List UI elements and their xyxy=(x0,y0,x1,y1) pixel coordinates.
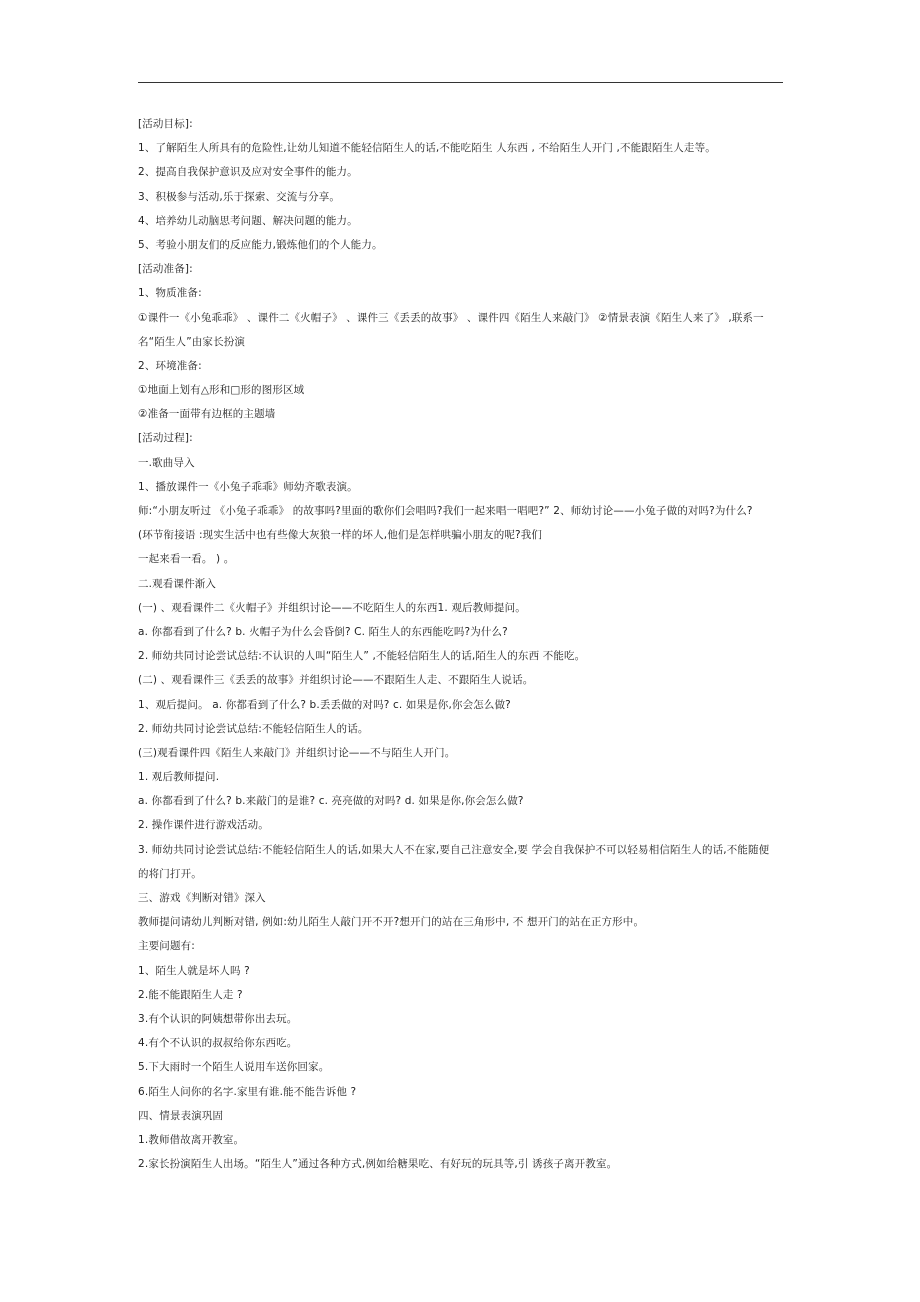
text-line: 5.下大雨时一个陌生人说用车送你回家。 xyxy=(138,1061,330,1074)
text-line: 师:“小朋友听过 《小兔子乖乖》 的故事吗?里面的歌你们会唱吗?我们一起来唱一唱吧?” 2、师幼讨论——小兔子做的对吗?为什么? xyxy=(138,505,753,517)
text-line: ②准备一面带有边框的主题墙 xyxy=(138,408,276,421)
text-line: 4.有个不认识的叔叔给你东西吃。 xyxy=(138,1037,298,1050)
text-line: a. 你都看到了什么? b. 火帽子为什么会昏倒? C. 陌生人的东西能吃吗?为什么? xyxy=(138,625,508,638)
text-line: 4、培养幼儿动脑思考问题、解决问题的能力。 xyxy=(138,214,358,227)
text-line: 1. 观后教师提问. xyxy=(138,771,220,784)
text-line: 2.能不能跟陌生人走 ? xyxy=(138,988,243,1001)
text-line: 2. 操作课件进行游戏活动。 xyxy=(138,819,269,832)
text-line: 1、物质准备: xyxy=(138,287,202,300)
text-line: 3、积极参与活动,乐于探索、交流与分享。 xyxy=(138,190,341,203)
text-line: 2. 师幼共同讨论尝试总结:不认识的人叫“陌生人” ,不能轻信陌生人的话,陌生人的东西 不能吃。 xyxy=(138,650,586,663)
text-line: (三)观看课件四《陌生人来敲门》并组织讨论——不与陌生人开门。 xyxy=(138,746,456,759)
text-line: 5、考验小朋友们的反应能力,锻炼他们的个人能力。 xyxy=(138,238,383,251)
header-rule xyxy=(138,82,783,83)
text-line: 1、了解陌生人所具有的危险性,让幼儿知道不能轻信陌生人的话,不能吃陌生 人东西 , 不给陌生人开门 ,不能跟陌生人走等。 xyxy=(138,142,716,155)
text-line: 1、观后提问。 a. 你都看到了什么? b.丢丢做的对吗? c. 如果是你,你会怎么做? xyxy=(138,698,511,711)
text-line: 一.歌曲导入 xyxy=(138,456,195,469)
text-line: 1.教师借故离开教室。 xyxy=(138,1133,245,1146)
text-line: 四、情景表演巩固 xyxy=(138,1109,224,1122)
text-line: (一) 、观看课件二《火帽子》并组织讨论——不吃陌生人的东西1. 观后教师提问。 xyxy=(138,601,526,614)
text-line: 2.家长扮演陌生人出场。“陌生人”通过各种方式,例如给糖果吃、有好玩的玩具等,引 诱孩子离开教室。 xyxy=(138,1158,618,1171)
text-line: 2、环境准备: xyxy=(138,359,202,372)
text-line: 2、提高自我保护意识及应对安全事件的能力。 xyxy=(138,166,358,179)
text-line: (二) 、观看课件三《丢丢的故事》并组织讨论——不跟陌生人走、不跟陌生人说话。 xyxy=(138,674,534,687)
text-line: 3.有个认识的阿姨想带你出去玩。 xyxy=(138,1012,298,1025)
text-line: 二.观看课件渐入 xyxy=(138,577,217,590)
text-line: 三、游戏《判断对错》深入 xyxy=(138,892,266,904)
text-line: 教师提问请幼儿判断对错, 例如:幼儿陌生人敲门开不开?想开门的站在三角形中, 不 想开门的站在正方形中。 xyxy=(138,916,645,929)
text-line: [活动准备]: xyxy=(138,263,193,276)
text-line: [活动目标]: xyxy=(138,118,193,130)
text-line: 1、播放课件一《小兔子乖乖》师幼齐歌表演。 xyxy=(138,480,358,493)
document-body xyxy=(138,112,783,1176)
text-line: 6.陌生人问你的名字.家里有谁.能不能告诉他 ? xyxy=(138,1085,357,1098)
text-line: 的将门打开。 xyxy=(138,867,202,880)
text-line: [活动过程]: xyxy=(138,432,193,445)
text-line: 主要问题有: xyxy=(138,940,195,953)
text-line: ①地面上划有△形和□形的图形区域 xyxy=(138,384,305,397)
text-line: 一起来看一看。 ) 。 xyxy=(138,553,235,566)
text-line: ①课件一《小兔乖乖》 、课件二《火帽子》 、课件三《丢丢的故事》 、课件四《陌生人来敲门》 ②情景表演《陌生人来了》 ,联系一 xyxy=(138,311,764,324)
text-line: 2. 师幼共同讨论尝试总结:不能轻信陌生人的话。 xyxy=(138,722,369,735)
text-line: 名“陌生人”由家长扮演 xyxy=(138,335,246,348)
text-line: a. 你都看到了什么? b.来敲门的是谁? c. 亮亮做的对吗? d. 如果是你,你会怎么做? xyxy=(138,795,524,808)
text-line: 1、陌生人就是坏人吗 ? xyxy=(138,964,250,977)
text-line: 3. 师幼共同讨论尝试总结:不能轻信陌生人的话,如果大人不在家,要自己注意安全,要 学会自我保护不可以轻易相信陌生人的话,不能随便 xyxy=(138,843,770,856)
text-line: (环节衔接语 :现实生活中也有些像大灰狼一样的坏人,他们是怎样哄骗小朋友的呢?我们 xyxy=(138,529,543,542)
